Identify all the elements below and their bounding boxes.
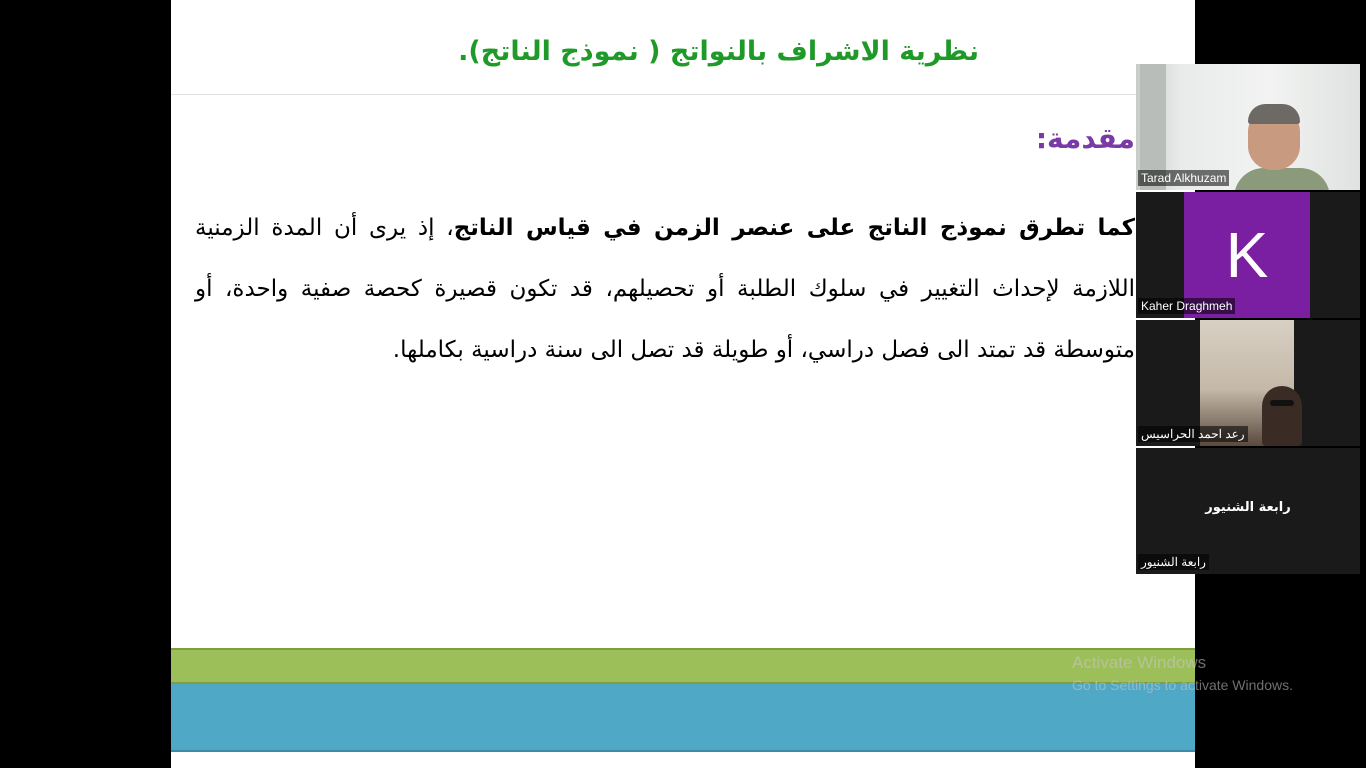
slide-title: نظرية الاشراف بالنواتج ( نموذج الناتج).	[458, 36, 979, 67]
participant-name-label: رابعة الشنيور	[1138, 554, 1209, 570]
paragraph-bold-lead: كما تطرق نموذج الناتج على عنصر الزمن في قياس الناتج	[453, 215, 1135, 241]
footer-bar-blue	[171, 684, 1195, 752]
participant-center-name: رابعة الشنيور	[1205, 500, 1291, 515]
video-person-hair	[1248, 104, 1300, 124]
participant-name-label: Kaher Draghmeh	[1138, 298, 1235, 314]
video-person	[1262, 386, 1302, 446]
slide-paragraph	[195, 198, 1135, 381]
participant-gallery	[1136, 64, 1360, 576]
participant-name-label: رعد احمد الحراسيس	[1138, 426, 1248, 442]
video-person-body	[1234, 168, 1330, 190]
section-heading: مقدمة:	[1035, 122, 1135, 155]
video-person-glasses	[1270, 400, 1294, 406]
title-divider	[171, 94, 1195, 95]
participant-name-label: Tarad Alkhuzam	[1138, 170, 1229, 186]
participant-tile[interactable]	[1136, 192, 1360, 318]
watermark-line1: Activate Windows	[1072, 653, 1207, 672]
participant-tile[interactable]	[1136, 320, 1360, 446]
watermark-line2: Go to Settings to activate Windows.	[1072, 677, 1293, 693]
footer-bar-green	[171, 648, 1195, 684]
avatar: K	[1184, 192, 1310, 318]
activation-watermark	[1072, 653, 1293, 693]
participant-tile[interactable]	[1136, 448, 1360, 574]
paragraph-text: ، إذ يرى أن المدة الزمنية اللازمة لإحداث التغيير في سلوك الطلبة أو تحصيلهم، قد تكون قصيرة كحصة صفية واحدة، أو متوسطة قد تمتد الى فصل دراسي، أو طويلة قد تصل الى سنة دراسية بكاملها.	[195, 215, 1135, 363]
participant-tile[interactable]	[1136, 64, 1360, 190]
presentation-slide	[171, 0, 1195, 768]
